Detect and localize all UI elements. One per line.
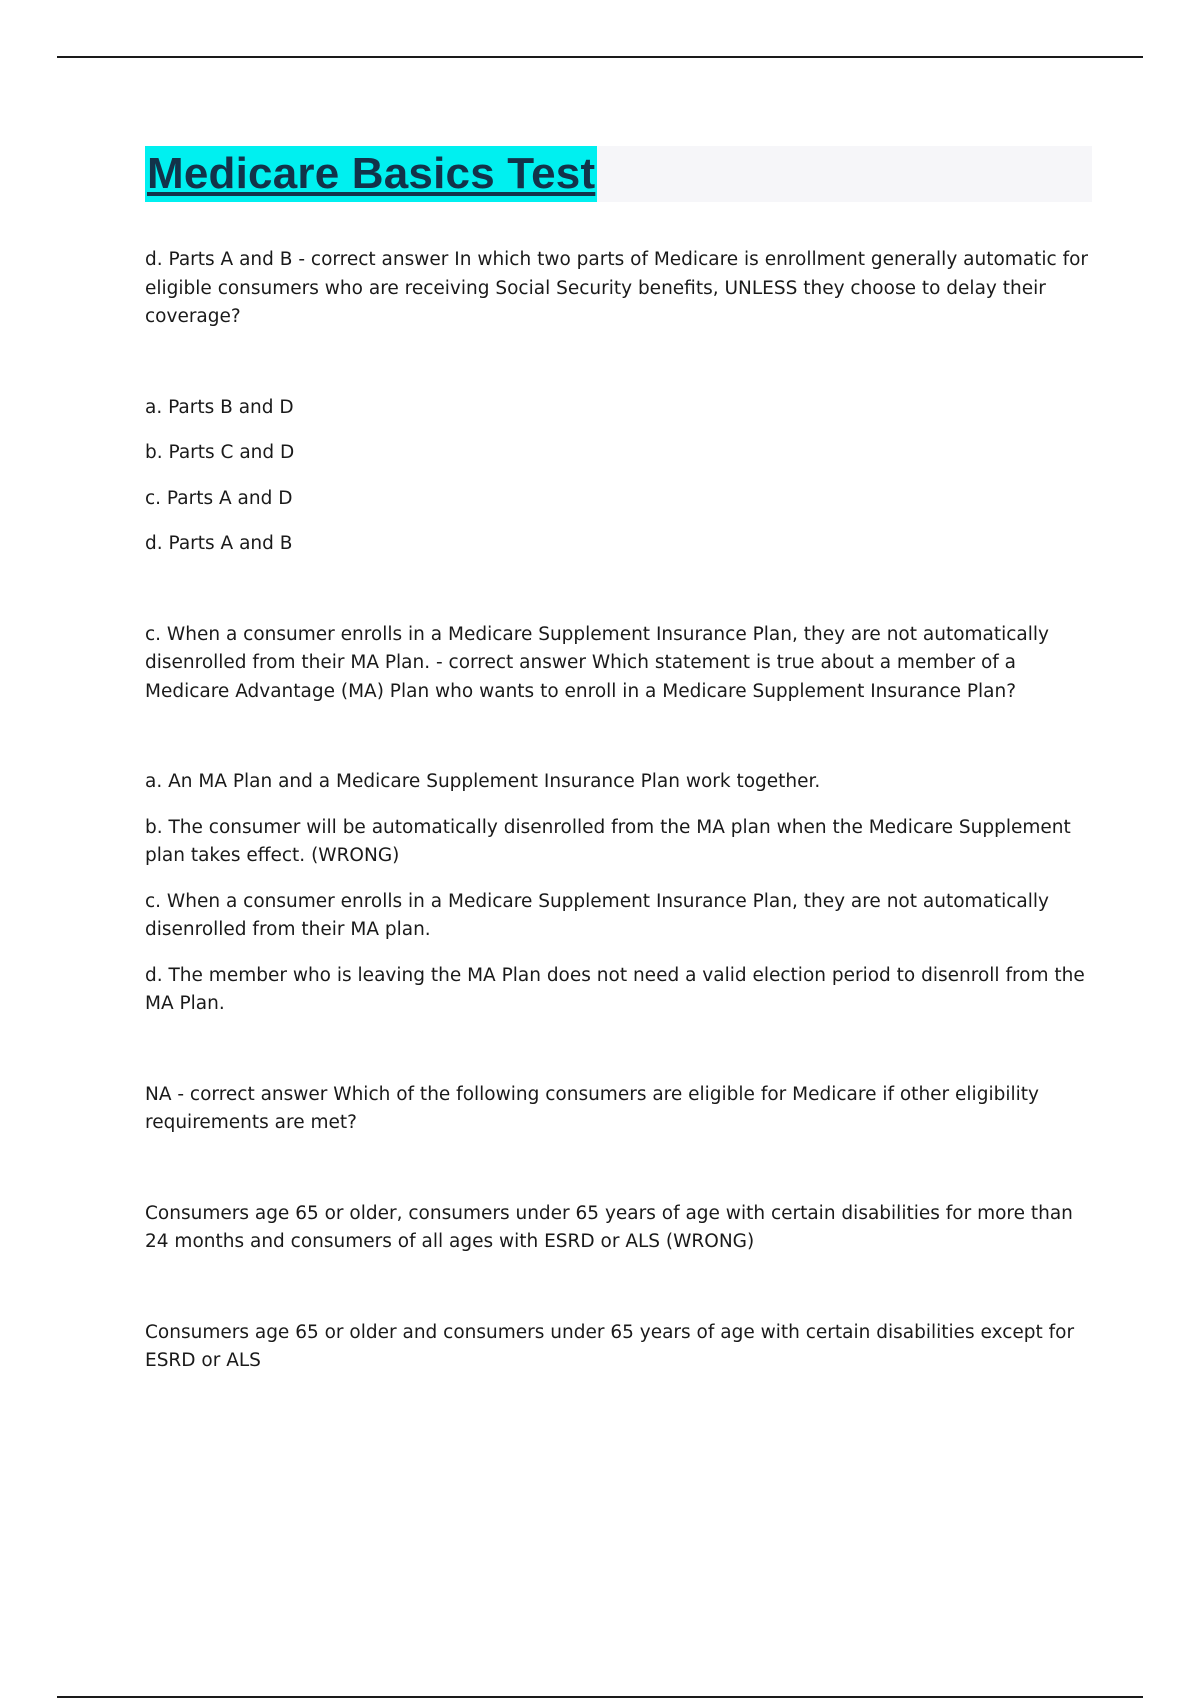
question-1-option-b: b. Parts C and D bbox=[145, 442, 295, 463]
document-title: Medicare Basics Test bbox=[145, 146, 597, 202]
question-2-option-c: c. When a consumer enrolls in a Medicare Supplement Insurance Plan, they are not automatically disenrolled from their MA plan. bbox=[145, 890, 1049, 940]
question-1-option-d: d. Parts A and B bbox=[145, 533, 293, 554]
question-2-prompt: c. When a consumer enrolls in a Medicare Supplement Insurance Plan, they are not automatically disenrolled from their MA Plan. - correct answer Which statement is true about a member of a Medicare Advantage (MA) Plan who wants to enroll in a Medicare Supplement Insurance Plan? bbox=[145, 623, 1049, 702]
question-3-option-1: Consumers age 65 or older, consumers under 65 years of age with certain disabilities for more than 24 months and consumers of all ages with ESRD or ALS (WRONG) bbox=[145, 1202, 1073, 1252]
question-1-option-a: a. Parts B and D bbox=[145, 396, 294, 418]
bottom-rule bbox=[57, 1696, 1143, 1698]
question-1-option-c: c. Parts A and D bbox=[145, 487, 293, 509]
question-2-option-a: a. An MA Plan and a Medicare Supplement Insurance Plan work together. bbox=[145, 771, 821, 792]
top-rule bbox=[57, 56, 1143, 58]
document-body bbox=[145, 246, 1090, 1376]
question-2-option-d: d. The member who is leaving the MA Plan does not need a valid election period to disenroll from the MA Plan. bbox=[145, 964, 1085, 1014]
question-2-option-b: b. The consumer will be automatically disenrolled from the MA plan when the Medicare Supplement plan takes effect. (WRONG) bbox=[145, 816, 1071, 866]
question-3-option-2: Consumers age 65 or older and consumers under 65 years of age with certain disabilities except for ESRD or ALS bbox=[145, 1321, 1075, 1371]
question-1-prompt: d. Parts A and B - correct answer In which two parts of Medicare is enrollment generally automatic for eligible consumers who are receiving Social Security benefits, UNLESS they choose to delay their coverage? bbox=[145, 249, 1089, 327]
question-3-prompt: NA - correct answer Which of the following consumers are eligible for Medicare if other eligibility requirements are met? bbox=[145, 1083, 1039, 1133]
